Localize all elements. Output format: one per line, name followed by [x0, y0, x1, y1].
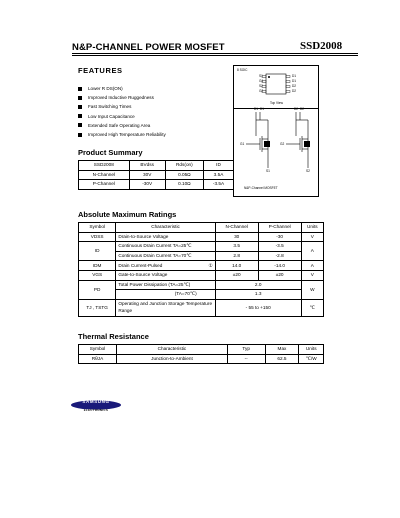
- feature-text: Extended Safe Operating Area: [88, 122, 151, 128]
- package-box: [233, 65, 319, 109]
- samsung-logo: [70, 397, 122, 413]
- feature-item: [78, 93, 166, 102]
- circuit-label: G2: [280, 142, 285, 146]
- table-row: [79, 270, 324, 280]
- table-cell: 2.0: [215, 280, 301, 290]
- feature-text: Fast Switching Times: [88, 104, 132, 110]
- table-header-cell: N-Channel: [215, 223, 258, 233]
- table-cell: PD: [79, 280, 116, 299]
- table-header-cell: ID: [204, 161, 234, 171]
- table-cell: -30: [258, 232, 301, 242]
- bullet-icon: [78, 123, 82, 127]
- table-cell: ±20: [258, 270, 301, 280]
- table-header-cell: Characteristic: [117, 345, 228, 355]
- table-cell: ±20: [215, 270, 258, 280]
- table-cell: A: [301, 261, 323, 271]
- table-header-cell: BVdss: [129, 161, 165, 171]
- table-row: [79, 180, 234, 190]
- table-cell: ID: [79, 242, 116, 261]
- circuit-box: [233, 106, 319, 197]
- table-header-row: [79, 161, 234, 171]
- table-cell: TJ , TSTG: [79, 299, 116, 316]
- feature-item: [78, 121, 166, 130]
- table-cell: -30V: [129, 180, 165, 190]
- table-cell: ℃/W: [299, 354, 324, 364]
- table-cell: 0.10Ω: [165, 180, 203, 190]
- circuit-label: D1: [254, 107, 259, 111]
- table-cell: -3.5A: [204, 180, 234, 190]
- table-row: [79, 290, 324, 300]
- table-cell: 30V: [129, 170, 165, 180]
- top-view-label: Top View: [270, 101, 283, 105]
- feature-text: Low Input Capacitance: [88, 113, 135, 119]
- table-cell: Operating and Junction Storage Temperature Range: [116, 299, 215, 316]
- table-cell: IDM: [79, 261, 116, 271]
- logo-sub-text: ELECTRONICS: [83, 408, 109, 412]
- table-cell: W: [301, 280, 323, 299]
- table-cell: 14.0: [215, 261, 258, 271]
- table-header-cell: SSD2008: [79, 161, 130, 171]
- product-summary-heading: Product Summary: [78, 148, 143, 157]
- feature-text: Improved Inductive Ruggedness: [88, 95, 154, 101]
- abs-max-heading: Absolute Maximum Ratings: [78, 210, 177, 219]
- header-rule-top: [72, 53, 358, 54]
- table-row: [79, 261, 324, 271]
- pin-label: D1: [292, 79, 297, 83]
- feature-item: [78, 84, 166, 93]
- table-header-cell: Units: [299, 345, 324, 355]
- table-cell: ℃: [301, 299, 323, 316]
- pin-label: D1: [292, 74, 297, 78]
- table-cell: Gate-to-Source Voltage: [116, 270, 215, 280]
- table-cell: V: [301, 270, 323, 280]
- circuit-label: D1: [260, 107, 265, 111]
- table-cell: A: [301, 242, 323, 261]
- table-cell: [116, 261, 215, 271]
- features-list: [78, 84, 166, 139]
- table-row: [79, 280, 324, 290]
- table-cell: V: [301, 232, 323, 242]
- circuit-label: D2: [300, 107, 305, 111]
- bullet-icon: [78, 133, 82, 137]
- table-cell: 30: [215, 232, 258, 242]
- table-row: [79, 232, 324, 242]
- pin-label: S2: [259, 84, 263, 88]
- table-header-row: [79, 223, 324, 233]
- pin-label: S1: [259, 74, 263, 78]
- circuit-label: D2: [294, 107, 299, 111]
- table-cell: 3.5A: [204, 170, 234, 180]
- table-cell: - 55 to +150: [215, 299, 301, 316]
- feature-item: [78, 130, 166, 139]
- cell-text: Drain Current-Pulsed: [118, 262, 163, 268]
- table-header-cell: Typ: [227, 345, 265, 355]
- abs-max-table: [78, 222, 324, 317]
- table-cell: Junction-to-Ambient: [117, 354, 228, 364]
- table-header-cell: Rds(on): [165, 161, 203, 171]
- table-cell: P-Channel: [79, 180, 130, 190]
- table-header-cell: Symbol: [79, 345, 117, 355]
- thermal-heading: Thermal Resistance: [78, 332, 149, 341]
- pin-label: G1: [259, 79, 264, 83]
- feature-item: [78, 112, 166, 121]
- pin-label: D2: [292, 84, 297, 88]
- table-cell: 1.3: [215, 290, 301, 300]
- package-label: 8 SOIC: [237, 68, 248, 72]
- table-cell: Continuous Drain Current TA=25℃: [116, 242, 215, 252]
- table-cell: -3.5: [258, 242, 301, 252]
- table-header-cell: P-Channel: [258, 223, 301, 233]
- table-cell: (TA=70℃): [116, 290, 215, 300]
- circuit-label: S1: [266, 169, 270, 173]
- left-pin-labels: [259, 74, 263, 94]
- table-row: [79, 299, 324, 316]
- bullet-icon: [78, 105, 82, 109]
- table-cell: --: [227, 354, 265, 364]
- table-cell: RθJA: [79, 354, 117, 364]
- product-summary-table: [78, 160, 234, 190]
- table-cell: 3.5: [215, 242, 258, 252]
- circuit-label: S2: [306, 169, 310, 173]
- right-pin-labels: [292, 74, 296, 94]
- table-cell: Drain-to-Source Voltage: [116, 232, 215, 242]
- table-cell: -2.8: [258, 251, 301, 261]
- pin-label: D2: [292, 89, 297, 93]
- features-heading: FEATURES: [78, 66, 123, 75]
- table-row: [79, 354, 324, 364]
- pin-label: G2: [259, 89, 264, 93]
- footnote-marker: ①: [208, 262, 213, 268]
- table-cell: 0.05Ω: [165, 170, 203, 180]
- table-row: [79, 170, 234, 180]
- table-cell: Total Power Dissipation (TA=25℃): [116, 280, 215, 290]
- table-header-cell: Characteristic: [116, 223, 215, 233]
- feature-text: Improved High Temperature Reliability: [88, 131, 166, 137]
- feature-text: Lower R DS(ON): [88, 86, 123, 91]
- table-cell: -14.0: [258, 261, 301, 271]
- table-cell: 2.8: [215, 251, 258, 261]
- table-cell: VGS: [79, 270, 116, 280]
- bullet-icon: [78, 87, 82, 91]
- bullet-icon: [78, 114, 82, 118]
- table-cell: N-Channel: [79, 170, 130, 180]
- circuit-caption: N&P-Channel MOSFET: [244, 186, 278, 190]
- table-header-cell: Max: [265, 345, 299, 355]
- table-row: [79, 251, 324, 261]
- table-header-cell: Units: [301, 223, 323, 233]
- bullet-icon: [78, 96, 82, 100]
- table-cell: 62.5: [265, 354, 299, 364]
- header-rule-bottom: [72, 55, 358, 56]
- table-cell: Continuous Drain Current TA=70℃: [116, 251, 215, 261]
- thermal-table: [78, 344, 324, 364]
- circuit-label: G1: [240, 142, 245, 146]
- table-header-cell: Symbol: [79, 223, 116, 233]
- feature-item: [78, 102, 166, 111]
- table-row: [79, 242, 324, 252]
- table-cell: VDSS: [79, 232, 116, 242]
- header-title: N&P-CHANNEL POWER MOSFET: [72, 42, 225, 53]
- table-header-row: [79, 345, 324, 355]
- mosfet-schematic-icon: [234, 106, 318, 186]
- logo-brand-text: SAMSUNG: [82, 398, 110, 404]
- part-number: SSD2008: [300, 40, 343, 52]
